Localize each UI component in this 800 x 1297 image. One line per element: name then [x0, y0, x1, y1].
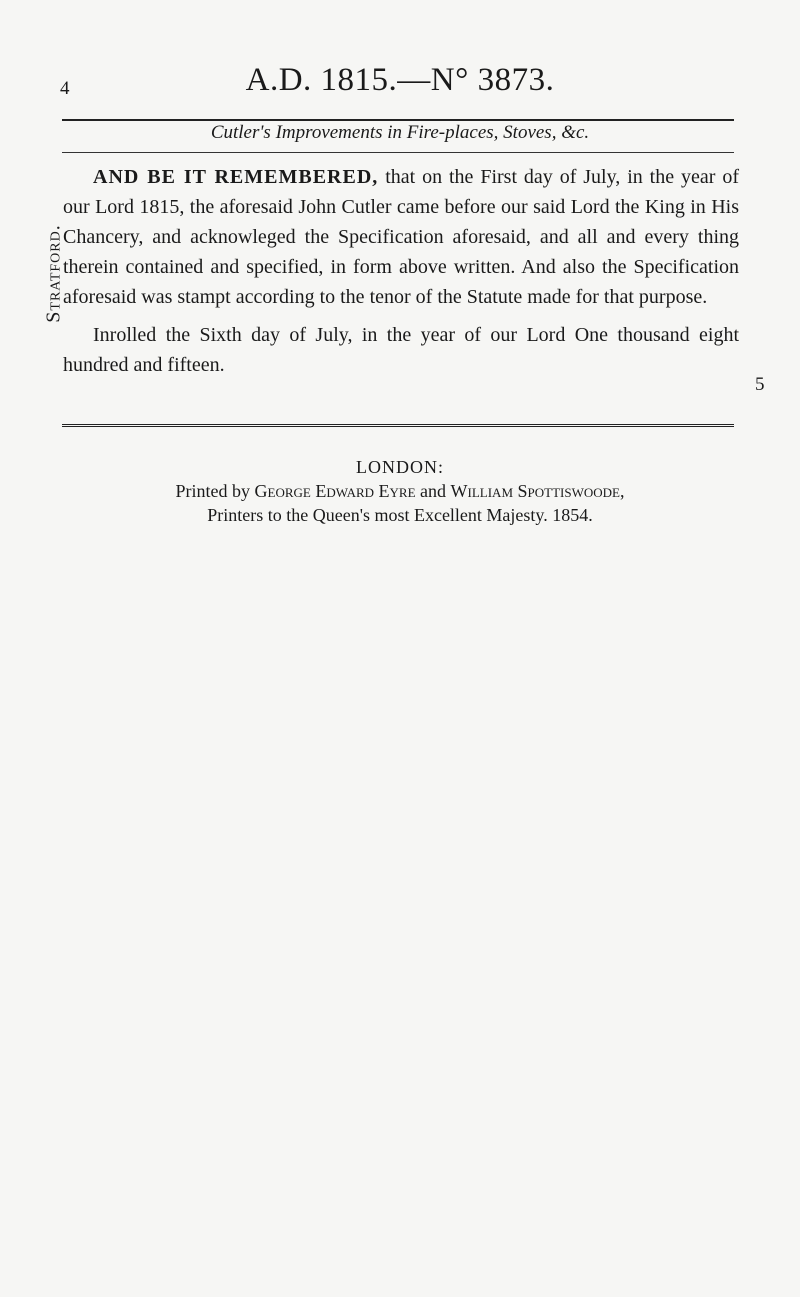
header-rule [62, 119, 734, 121]
imprint-majesty-line: Printers to the Queen's most Excellent Majesty. 1854. [207, 505, 593, 525]
paragraph-inrolled: Inrolled the Sixth day of July, in the year of our Lord One thousand eight hundred and fifteen. [63, 324, 739, 376]
page-number: 4 [60, 78, 70, 99]
lead-phrase: AND BE IT REMEMBERED, [93, 166, 379, 188]
paragraph-enrolment [63, 162, 739, 312]
subtitle-rule [62, 152, 734, 153]
page-title: A.D. 1815.—N° 3873. [245, 62, 555, 98]
running-subtitle: Cutler's Improvements in Fire-places, Stoves, &c. [210, 122, 590, 143]
imprint-printed-by: Printed by [175, 481, 251, 501]
closing-rule [62, 424, 734, 429]
imprint-printer-spottiswoode: William Spottiswoode, [450, 481, 625, 501]
imprint-printers-line [0, 479, 800, 503]
margin-line-number: 5 [755, 374, 765, 395]
imprint-place: LONDON: [356, 457, 444, 477]
printer-imprint [0, 455, 800, 527]
margin-side-label: Stratford. [42, 224, 65, 323]
imprint-and: and [420, 481, 447, 501]
body-text [63, 162, 739, 380]
paragraph-enrolment-text: that on the First day of July, in the year of our Lord 1815, the aforesaid John Cutler came before our said Lord the King in His Chancery, and acknowleged the Specification aforesaid, and all and every thing therein contained and specified, in form above written. And also the Specification aforesaid was stampt according to the tenor of the Statute made for that purpose. [63, 166, 739, 308]
imprint-printer-eyre: George Edward Eyre [254, 481, 416, 501]
